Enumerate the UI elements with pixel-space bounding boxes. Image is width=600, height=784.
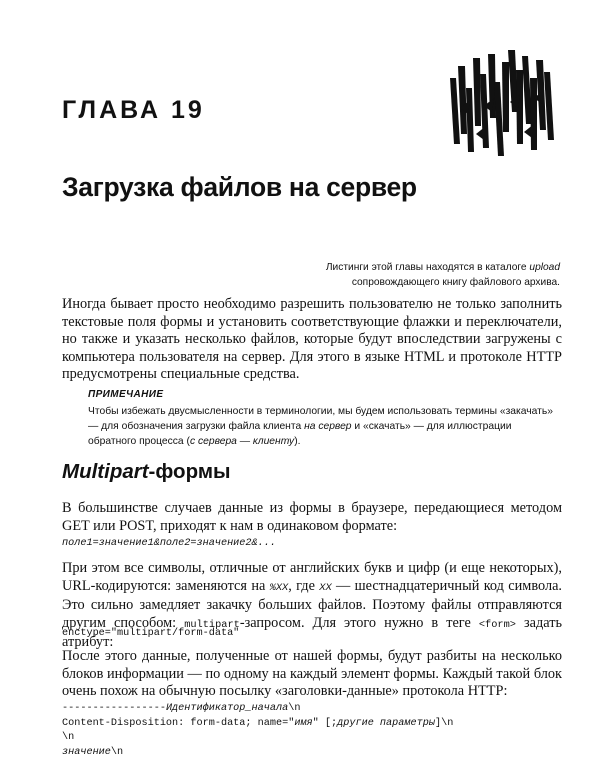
code-sample-1: поле1=значение1&поле2=значение2&...: [62, 538, 276, 549]
chapter-decoration-icon: [448, 48, 558, 158]
epigraph-directory: upload: [529, 262, 560, 273]
code-sample-2: enctype="multipart/form-data": [62, 628, 240, 639]
paragraph-2: При этом все символы, отличные от английских букв и цифр (и еще некоторых), URL-кодируются: заменяются на %XX, где XX — шестнадцатеричный код символа. Это сильно замедляет закачку больших файлов. Поэтому файлы отправляются другим способом: multipart-запросом. Для этого нужно в теге <form> задать атрибут:: [62, 560, 562, 651]
code-line: Content-Disposition: form-data; name="имя" [;другие параметры]\n: [62, 717, 454, 729]
section-heading: Multipart-формы: [62, 460, 231, 483]
code-sample-3: [62, 702, 453, 760]
epigraph-line-2: сопровождающего книгу файлового архива.: [351, 277, 560, 288]
code-line: значение\n: [62, 746, 124, 758]
intro-paragraph: Иногда бывает просто необходимо разрешить пользователю не только заполнить текстовые поля формы и установить соответствующие флажки и переключатели, но также и указать несколько файлов, которые будут впоследствии загружены с компьютера пользователя на сервер. Для этого в языке HTML и протоколе HTTP предусмотрены специальные средства.: [62, 296, 562, 383]
paragraph-3: После этого данные, полученные от нашей формы, будут разбиты на несколько блоков информации — по одному на каждый элемент формы. Каждый такой блок очень похож на обычную посылку «заголовки-данные» протокола HTTP:: [62, 648, 562, 700]
epigraph: [230, 260, 560, 290]
code-line: \n: [62, 732, 75, 743]
paragraph-1: В большинстве случаев данные из формы в браузере, передающиеся методом GET или POST, приходят к нам в одинаковом формате:: [62, 500, 562, 534]
code-line: -----------------Идентификатор_начала\n: [62, 703, 301, 714]
chapter-label: ГЛАВА 19: [62, 96, 205, 124]
note-title: ПРИМЕЧАНИЕ: [88, 389, 164, 400]
epigraph-line-1: Листинги этой главы находятся в каталоге upload: [325, 262, 560, 273]
chapter-title: Загрузка файлов на сервер: [62, 172, 417, 202]
note-text: Чтобы избежать двусмысленности в терминологии, мы будем использовать термины «закачать» — для обозначения загрузки файла клиента на сервер и «скачать» — для иллюстрации обратного процесса (с сервера — клиенту).: [88, 406, 553, 447]
